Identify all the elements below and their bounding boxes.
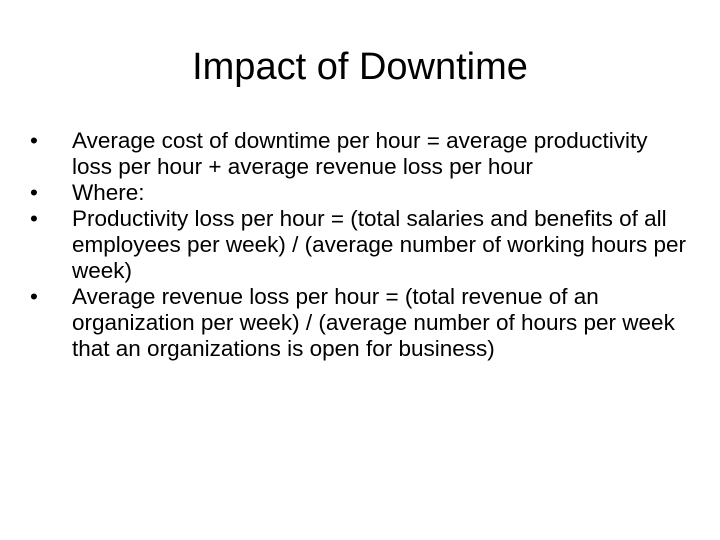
bullet-item	[30, 180, 690, 206]
bullet-text: Productivity loss per hour = (total salaries and benefits of all employees per week) / (average number of working hours per week)	[72, 206, 687, 283]
bullet-item	[30, 206, 690, 284]
bullet-icon: •	[30, 128, 38, 153]
bullet-icon: •	[30, 206, 38, 231]
bullet-icon: •	[30, 180, 38, 205]
bullet-text: Where:	[72, 180, 145, 205]
bullet-list	[30, 128, 690, 362]
bullet-icon: •	[30, 284, 38, 309]
slide-title: Impact of Downtime	[192, 46, 528, 88]
bullet-text: Average revenue loss per hour = (total revenue of an organization per week) / (average number of hours per week that an organizations is open for business)	[72, 284, 675, 361]
bullet-text: Average cost of downtime per hour = average productivity loss per hour + average revenue loss per hour	[72, 128, 648, 179]
bullet-item	[30, 128, 690, 180]
bullet-item	[30, 284, 690, 362]
